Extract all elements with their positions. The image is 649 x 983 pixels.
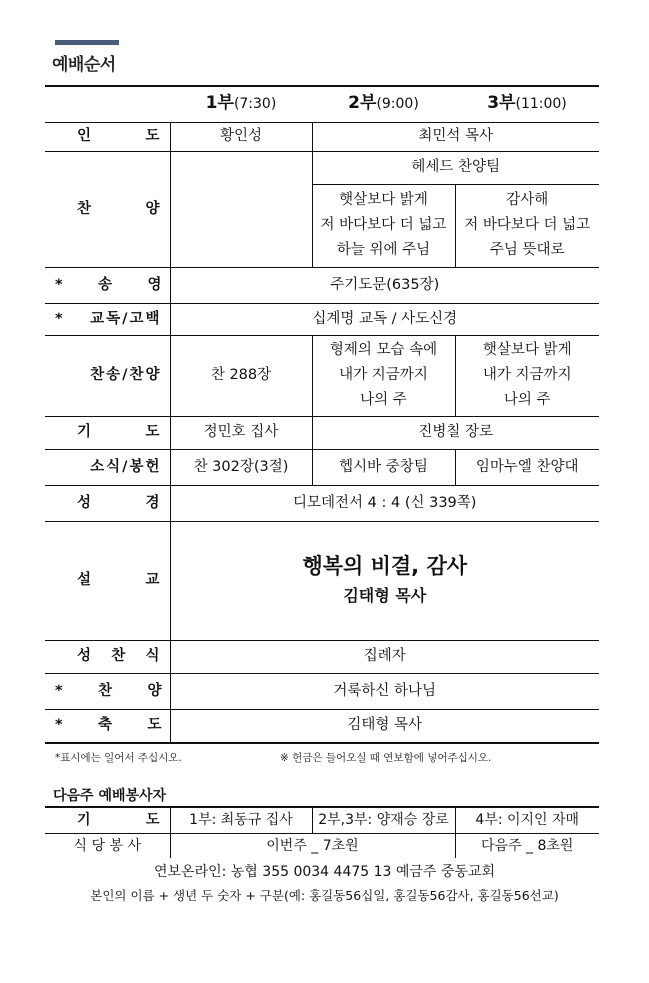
offering-s2: 헵시바 중창팀 bbox=[312, 449, 455, 485]
row-label-hymn: * 찬 양 bbox=[45, 673, 170, 709]
meal-next-week: 다음주 _ 8초원 bbox=[455, 833, 599, 858]
doxology-value: 주기도문(635장) bbox=[170, 267, 599, 303]
prayer-s23: 진병칠 장로 bbox=[312, 416, 599, 449]
invocation-s23: 최민석 목사 bbox=[312, 122, 599, 151]
invocation-s1: 황인성 bbox=[170, 122, 312, 151]
row-label-communion: 성 찬 식 bbox=[45, 640, 170, 673]
header-accent-bar bbox=[55, 40, 119, 45]
service-1-header: 1부(7:30) bbox=[170, 86, 312, 122]
time-header-blank bbox=[45, 86, 170, 122]
anthem-s1: 찬 288장 bbox=[170, 335, 312, 416]
praise-s2-line: 저 바다보다 더 넓고 bbox=[320, 217, 447, 233]
communion-value: 집례자 bbox=[170, 640, 599, 673]
offering-s1: 찬 302장(3절) bbox=[170, 449, 312, 485]
praise-team: 헤세드 찬양팀 bbox=[312, 151, 599, 184]
anthem-s2-line: 형제의 모습 속에 bbox=[329, 342, 438, 358]
scripture-value: 디모데전서 4 : 4 (신 339쪽) bbox=[170, 485, 599, 521]
row-label-doxology: * 송 영 bbox=[45, 267, 170, 303]
sermon-title: 행복의 비결, 감사 bbox=[302, 553, 468, 578]
anthem-s3-line: 내가 지금까지 bbox=[482, 367, 572, 383]
praise-s3-line: 주님 뜻대로 bbox=[489, 242, 565, 258]
row-label-invocation: 인 도 bbox=[45, 122, 170, 151]
row-label-confession: * 교독/고백 bbox=[45, 303, 170, 335]
praise-s3-line: 저 바다보다 더 넓고 bbox=[464, 217, 591, 233]
next-row-label-meal: 식 당 봉 사 bbox=[45, 833, 170, 858]
service-2-header: 2부(9:00) bbox=[312, 86, 455, 122]
sermon-cell bbox=[170, 521, 599, 640]
next-row-label-prayer: 기 도 bbox=[45, 807, 170, 833]
offering-s3: 임마누엘 찬양대 bbox=[455, 449, 599, 485]
next-week-table bbox=[45, 806, 599, 858]
next-prayer-s2: 2부,3부: 양재승 장로 bbox=[312, 807, 455, 833]
next-prayer-s3: 4부: 이지인 자매 bbox=[455, 807, 599, 833]
praise-s1 bbox=[170, 151, 312, 267]
praise-s2-line: 햇살보다 밝게 bbox=[339, 192, 428, 208]
anthem-s2-line: 내가 지금까지 bbox=[339, 367, 428, 383]
next-prayer-s1: 1부: 최동규 집사 bbox=[170, 807, 312, 833]
praise-s3-line: 감사해 bbox=[506, 192, 549, 208]
offering-box-note: ※ 헌금은 들어오실 때 연보함에 넣어주십시오. bbox=[280, 752, 492, 764]
prayer-s1: 정민호 집사 bbox=[170, 416, 312, 449]
row-label-offering: 소식/봉헌 bbox=[45, 449, 170, 485]
row-label-anthem: 찬송/찬양 bbox=[45, 335, 170, 416]
praise-s3 bbox=[455, 184, 599, 267]
row-label-sermon: 설 교 bbox=[45, 521, 170, 640]
confession-value: 십계명 교독 / 사도신경 bbox=[170, 303, 599, 335]
anthem-s2-line: 나의 주 bbox=[360, 392, 407, 408]
row-label-prayer: 기 도 bbox=[45, 416, 170, 449]
praise-s2-line: 하늘 위에 주님 bbox=[336, 242, 431, 258]
offering-online: 연보온라인: 농협 355 0034 4475 13 예금주 중동교회 bbox=[154, 864, 495, 880]
next-week-title: 다음주 예배봉사자 bbox=[53, 788, 167, 804]
meal-this-week: 이번주 _ 7초원 bbox=[170, 833, 455, 858]
anthem-s3-line: 나의 주 bbox=[503, 392, 551, 408]
row-label-benediction: * 축 도 bbox=[45, 709, 170, 743]
row-label-praise: 찬 양 bbox=[45, 151, 170, 267]
anthem-s2 bbox=[312, 335, 455, 416]
benediction-value: 김태형 목사 bbox=[170, 709, 599, 743]
row-label-scripture: 성 경 bbox=[45, 485, 170, 521]
standing-note: *표시에는 일어서 주십시오. bbox=[55, 752, 182, 764]
page-title: 예배순서 bbox=[52, 55, 116, 75]
hymn-value: 거룩하신 하나님 bbox=[170, 673, 599, 709]
praise-s2 bbox=[312, 184, 455, 267]
sermon-pastor: 김태형 목사 bbox=[343, 585, 427, 605]
service-3-header: 3부(11:00) bbox=[455, 86, 599, 122]
worship-order-table bbox=[45, 85, 599, 744]
anthem-s3 bbox=[455, 335, 599, 416]
offering-naming-note: 본인의 이름 + 생년 두 숫자 + 구분(예: 홍길동56십일, 홍길동56감사, 홍길동56선교) bbox=[90, 888, 559, 903]
anthem-s3-line: 햇살보다 밝게 bbox=[482, 342, 572, 358]
